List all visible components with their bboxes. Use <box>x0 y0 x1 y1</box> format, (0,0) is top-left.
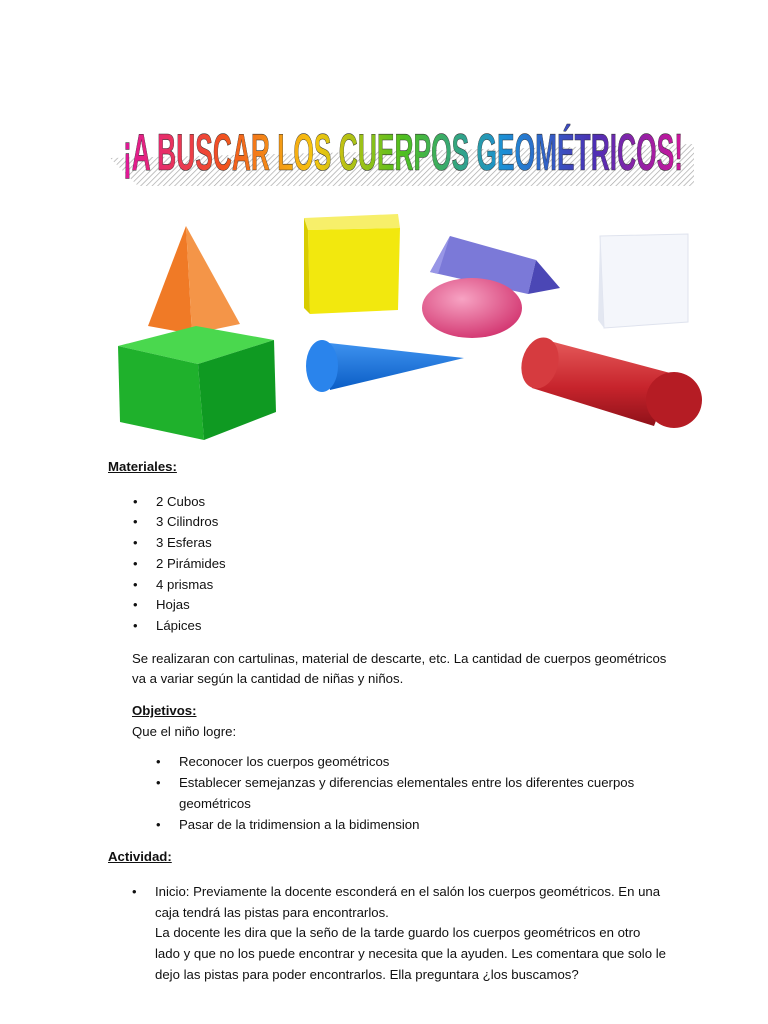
list-item: • 3 Esferas <box>156 533 668 554</box>
sphere-icon <box>422 278 522 338</box>
wordart-title <box>108 88 698 198</box>
list-item: • 4 prismas <box>156 575 668 596</box>
cone-icon <box>306 340 464 392</box>
cylinder-icon <box>516 333 708 434</box>
title-text: ¡A BUSCAR LOS CUERPOS GEOMÉTRICOS! <box>123 124 683 182</box>
list-item: • 2 Pirámides <box>156 554 668 575</box>
list-item: • 2 Cubos <box>156 492 668 513</box>
objetivos-intro: Que el niño logre: <box>132 723 237 739</box>
list-item: • Pasar de la tridimension a la bidimension <box>179 815 668 836</box>
box-icon <box>598 234 688 328</box>
list-item: • Reconocer los cuerpos geométricos <box>179 752 668 773</box>
geometric-solids-illustration <box>108 200 708 445</box>
actividad-inicio: Inicio: Previamente la docente esconderá en el salón los cuerpos geométricos. En una caja tendrá las pistas para encontrarlos. <box>155 883 661 920</box>
cube-green-icon <box>118 326 276 440</box>
materiales-heading: Materiales: <box>108 459 177 474</box>
list-item <box>155 882 668 986</box>
objetivos-list <box>108 752 668 835</box>
list-item: • 3 Cilindros <box>156 512 668 533</box>
list-item: • Lápices <box>156 616 668 637</box>
page-title <box>108 88 698 198</box>
document-body <box>108 457 668 985</box>
objetivos-section <box>108 701 668 742</box>
actividad-heading: Actividad: <box>108 849 172 865</box>
objetivos-heading: Objetivos: <box>132 703 197 719</box>
list-item: • Hojas <box>156 595 668 616</box>
cube-icon <box>304 214 400 314</box>
materiales-note: Se realizaran con cartulinas, material de descarte, etc. La cantidad de cuerpos geométricos va a variar según la cantidad de niñas y niños. <box>132 650 667 687</box>
actividad-descripcion: La docente les dira que la seño de la tarde guardo los cuerpos geométricos en otro lado y que no los puede encontrar y necesita que la ayuden. Les comentara que solo le dejo las pistas para poder encontrarlos. Ella preguntara ¿los buscamos? <box>155 925 666 982</box>
actividad-list <box>108 882 668 986</box>
pyramid-icon <box>148 226 240 334</box>
materiales-list <box>108 492 668 637</box>
list-item: • Establecer semejanzas y diferencias elementales entre los diferentes cuerpos geométricos <box>179 773 668 814</box>
